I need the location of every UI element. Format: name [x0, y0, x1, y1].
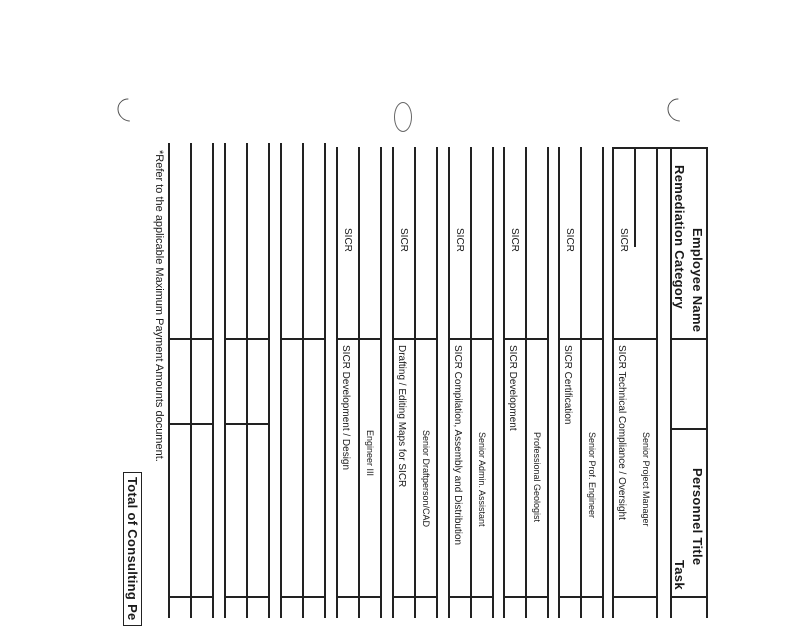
row-category: SICR	[454, 228, 465, 252]
row-line	[656, 147, 658, 618]
row-split	[224, 338, 268, 340]
row-line	[336, 147, 338, 618]
row-line	[525, 147, 527, 618]
row-category: SICR	[564, 228, 575, 252]
row-line	[448, 147, 450, 618]
header-col-split-2	[670, 428, 707, 430]
row-line	[246, 143, 248, 618]
row-task: SICR Development	[507, 345, 518, 431]
row-personnel-title: Professional Geologist	[532, 432, 542, 523]
row-split	[503, 338, 547, 340]
row-task: SICR Development / Design	[340, 345, 351, 471]
row-split	[168, 423, 212, 425]
row-personnel-title: Engineer III	[365, 430, 375, 477]
total-consulting-label: Total of Consulting Pe	[123, 472, 142, 626]
row-line	[302, 143, 304, 618]
row-split	[558, 596, 602, 598]
row-line	[436, 147, 438, 618]
footnote: *Refer to the applicable Maximum Payment Amounts document.	[153, 150, 165, 462]
row-split	[558, 338, 602, 340]
row-line	[168, 143, 170, 618]
row-line	[380, 147, 382, 618]
row-task: SICR Certification	[562, 345, 573, 425]
row-split	[392, 338, 436, 340]
row-line	[280, 143, 282, 618]
header-top	[612, 147, 707, 149]
header-col-split-3	[670, 596, 707, 598]
row-line	[414, 147, 416, 618]
row-personnel-title: Senior Draftperson/CAD	[421, 430, 431, 528]
row-line	[224, 143, 226, 618]
row-split	[392, 596, 436, 598]
row-line	[190, 143, 192, 618]
remediation-category-header: Remediation Category	[672, 165, 687, 309]
row-split	[448, 338, 492, 340]
row-line	[358, 147, 360, 618]
personnel-title-header: Personnel Title	[690, 468, 705, 566]
row-line	[392, 147, 394, 618]
employee-name-header: Employee Name	[690, 228, 705, 333]
row-line	[503, 147, 505, 618]
row-line	[580, 147, 582, 618]
punch-hole-right	[663, 94, 696, 127]
row-category: SICR	[509, 228, 520, 252]
row-line	[634, 147, 636, 247]
row-split	[168, 338, 212, 340]
row-line	[558, 147, 560, 618]
row-line	[268, 143, 270, 618]
row-split	[612, 338, 656, 340]
row-category: SICR	[398, 228, 409, 252]
row-line	[612, 147, 614, 618]
row-line	[602, 147, 604, 618]
task-header: Task	[672, 560, 687, 590]
row-task: SICR Compilation, Assembly and Distribution	[452, 345, 463, 546]
header-col-split	[670, 338, 707, 340]
row-split	[224, 423, 268, 425]
row-split	[280, 596, 324, 598]
row-split	[448, 596, 492, 598]
row-split	[336, 338, 380, 340]
row-personnel-title: Senior Project Manager	[641, 432, 651, 527]
row-split	[503, 596, 547, 598]
row-line	[470, 147, 472, 618]
row-personnel-title: Senior Prof. Engineer	[587, 432, 597, 519]
row-line	[492, 147, 494, 618]
row-task: SICR Technical Compliance / Oversight	[616, 345, 627, 520]
row-split	[168, 596, 212, 598]
punch-hole-left	[113, 94, 146, 127]
row-category: SICR	[342, 228, 353, 252]
row-split	[280, 338, 324, 340]
row-split	[336, 596, 380, 598]
row-line	[212, 143, 214, 618]
row-category: SICR	[618, 228, 629, 252]
row-split	[224, 596, 268, 598]
table-right-edge	[706, 147, 708, 618]
row-split	[612, 596, 656, 598]
row-line	[324, 143, 326, 618]
row-task: Drafting / Editing Maps for SICR	[396, 345, 407, 488]
row-personnel-title: Senior Admin. Assistant	[477, 432, 487, 527]
punch-hole-center	[394, 102, 412, 132]
row-line	[547, 147, 549, 618]
